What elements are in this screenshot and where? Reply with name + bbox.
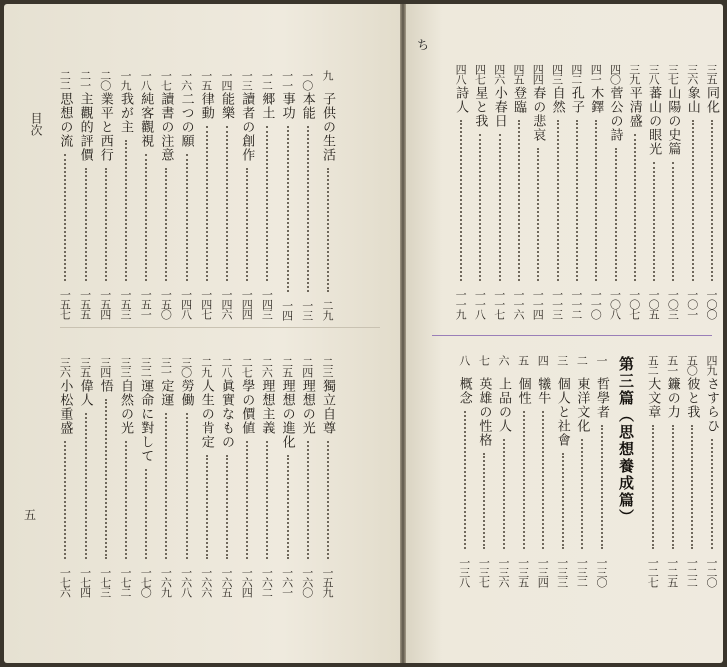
entry-title: 郷土 [259,92,275,120]
entry-number: 一 [595,355,608,365]
entry-title: 理想の光 [299,379,315,435]
leader-dots [711,439,713,549]
entry-title: 個人と社會 [554,377,570,447]
entry-page-number: 一三五 [516,557,530,587]
entry-title: さすらひ [704,377,719,433]
leader-dots [307,441,309,559]
entry-number: 一六 [179,70,193,90]
book-gutter [400,4,406,663]
toc-entry [592,355,612,590]
leader-dots [483,453,485,549]
leader-dots [64,441,66,559]
entry-title: 犧牛 [535,377,551,405]
entry-page-number: 一五五 [78,289,92,319]
toc-entry [237,70,257,322]
entry-number: 三九 [627,64,641,84]
leader-dots [145,154,147,281]
entry-page-number: 一四 [280,300,294,320]
entry-title: 子供の生活 [320,92,335,162]
entry-number: 三三 [119,357,132,377]
entry-page-number: 一三三 [555,557,569,587]
toc-entry [257,357,277,600]
entry-page-number: 一〇一 [685,289,699,319]
toc-entry [586,64,606,322]
entry-number: 三二 [139,357,153,377]
toc-entry [136,70,156,322]
entry-page-number: 一七六 [58,567,72,597]
leader-dots [206,455,208,559]
toc-entry [318,357,338,600]
entry-number: 四〇 [608,64,622,84]
toc-entry [55,70,75,322]
entry-number: 二五 [280,357,294,377]
entry-page-number: 一一四 [531,289,545,319]
toc-entry [197,70,217,322]
leader-dots [652,425,654,549]
leader-dots [145,469,147,559]
leader-dots [581,439,583,549]
toc-entry [494,355,514,590]
entry-number: 二八 [220,357,233,377]
entry-page-number: 一三二 [575,557,589,587]
entry-title: 主觀的評價 [77,92,93,162]
toc-entry [177,70,197,322]
leader-dots [595,120,597,281]
leader-dots [557,120,559,281]
leader-dots [672,162,674,281]
entry-page-number: 一四八 [179,289,193,319]
entry-number: 四四 [531,64,545,84]
toc-entry [702,64,722,322]
toc-entry [528,64,548,322]
entry-page-number: 一四四 [240,289,254,319]
entry-page-number: 一二〇 [705,557,718,587]
toc-entry [514,355,534,590]
entry-number: 一九 [119,70,132,90]
leader-dots [691,425,693,549]
entry-title: 理想の進化 [279,379,295,449]
toc-entry [553,355,573,590]
entry-page-number: 一五三 [119,289,132,319]
entry-page-number: 一五一 [139,289,153,319]
toc-entry [177,357,197,600]
entry-page-number: 一六五 [220,567,233,597]
entry-title: 人生の肯定 [198,379,214,449]
entry-number: 三四 [98,357,112,377]
entry-number: 二九 [199,357,213,377]
entry-number: 三五 [78,357,92,377]
entry-title: 東洋文化 [574,377,590,433]
leader-dots [246,441,248,559]
entry-title: 蕃山の眼光 [646,86,662,156]
leader-dots [601,425,603,549]
leader-dots [615,148,617,281]
toc-entry [96,70,116,322]
entry-title: 眞實なもの [219,379,234,449]
leader-dots [186,154,188,281]
entry-number: 二三 [321,357,334,377]
toc-entry [278,70,298,322]
entry-number: 四五 [512,64,525,84]
entry-number: 一五 [199,70,213,90]
entry-title: 上品の人 [496,377,511,433]
entry-title: 詩人 [453,86,469,114]
entry-number: 一二 [260,70,274,90]
entry-page-number: 一〇八 [608,289,622,319]
entry-number: 一四 [220,70,233,90]
entry-page-number: 一二七 [646,557,660,587]
entry-title: 讀者の創作 [239,92,255,162]
entry-title: 彼と我 [684,377,700,419]
entry-title: 定運 [158,379,174,407]
left-divider [60,327,380,328]
entry-number: 二二 [58,70,72,90]
page-number: 五 [24,508,37,522]
leader-dots [460,120,462,281]
entry-title: 思想の流 [57,92,73,148]
entry-page-number: 一〇三 [666,289,680,319]
leader-dots [206,126,208,281]
entry-number: 一七 [159,70,173,90]
toc-entry [683,64,703,322]
entry-number: 二一 [78,70,92,90]
entry-title: 小松重盛 [57,379,73,435]
leader-dots [479,134,481,281]
entry-page-number: 一一八 [473,289,487,319]
leader-dots [165,168,167,281]
entry-page-number: 一三八 [457,557,471,587]
entry-number: 四二 [569,64,583,84]
entry-title: 悟 [97,379,113,393]
entry-title: 偉人 [77,379,93,407]
toc-entry [156,70,176,322]
toc-entry [663,355,683,590]
toc-entry [533,355,553,590]
toc-entry [55,357,75,600]
entry-page-number: 一二二 [685,557,699,587]
entry-number: 六 [497,355,510,365]
entry-title: 能樂 [219,92,234,120]
entry-number: 九 [321,70,334,80]
leader-dots [85,413,87,559]
entry-number: 四九 [705,355,718,375]
entry-number: 五二 [646,355,660,375]
toc-entry [548,64,568,322]
toc-entry [625,64,645,322]
toc-entry [567,64,587,322]
leader-dots [327,168,329,292]
entry-page-number: 一六一 [280,567,294,597]
toc-entry [217,357,237,600]
leader-dots [518,120,520,281]
entry-number: 三六 [58,357,72,377]
toc-entry [298,357,318,600]
leader-dots [653,162,655,281]
entry-title: 同化 [704,86,719,114]
entry-number: 八 [457,355,471,365]
entry-number: 四 [536,355,550,365]
entry-number: 二〇 [98,70,112,90]
entry-page-number: 一一〇 [589,289,603,319]
entry-page-number: 一一三 [550,289,564,319]
entry-page-number: 一五七 [58,289,72,319]
toc-entry [644,64,664,322]
leader-dots [327,441,329,559]
entry-title: 獨立自尊 [320,379,335,435]
entry-number: 二七 [240,357,254,377]
entry-title: 鐮の力 [664,377,680,419]
entry-number: 四八 [454,64,468,84]
entry-title: 登臨 [511,86,526,114]
leader-dots [186,413,188,559]
leader-dots [464,411,466,549]
entry-number: 三八 [647,64,661,84]
leader-dots [287,126,289,292]
entry-page-number: 一四六 [220,289,233,319]
entry-title: 平清盛 [626,86,642,128]
leader-dots [499,134,501,281]
leader-dots [542,411,544,549]
entry-number: 一八 [139,70,153,90]
entry-title: 哲學者 [594,377,609,419]
leader-dots [165,413,167,559]
entry-number: 一一 [280,70,294,90]
entry-page-number: 一六六 [199,567,213,597]
entry-title: 純客觀視 [138,92,154,148]
entry-page-number: 一一二 [569,289,583,319]
entry-number: 二六 [260,357,274,377]
leader-dots [537,148,539,281]
entry-title: 業平と西行 [97,92,113,162]
toc-entry [470,64,490,322]
entry-title: 個性 [515,377,531,405]
entry-page-number: 一一七 [492,289,506,319]
entry-title: 事功 [279,92,295,120]
toc-entry [217,70,237,322]
toc-entry [76,70,96,322]
leader-dots [287,455,289,559]
toc-entry [257,70,277,322]
entry-number: 三五 [705,64,718,84]
entry-title: 我が主 [118,92,133,134]
entry-page-number: 一六〇 [300,567,314,597]
leader-dots [85,168,87,281]
toc-entry [197,357,217,600]
leader-dots [226,126,228,281]
leader-dots [711,120,713,281]
leader-dots [226,455,228,559]
entry-title: 本能 [299,92,315,120]
leader-dots [523,411,525,549]
entry-page-number: 一六八 [179,567,193,597]
entry-page-number: 二九 [321,300,334,320]
entry-page-number: 一三〇 [595,557,608,587]
leader-dots [562,453,564,549]
toc-entry [136,357,156,600]
entry-page-number: 一五四 [98,289,112,319]
leader-dots [105,168,107,281]
entry-number: 一〇 [300,70,314,90]
entry-title: 孔子 [568,86,584,114]
leader-dots [672,425,674,549]
toc-entry [298,70,318,322]
entry-number: 三〇 [179,357,193,377]
toc-entry [116,70,136,322]
entry-title: 木鐸 [588,86,604,114]
entry-page-number: 一三四 [536,557,550,587]
leader-dots [64,154,66,281]
leader-dots [105,399,107,559]
mokuji-header: 目次 [29,112,43,136]
leader-dots [266,441,268,559]
entry-number: 三六 [685,64,699,84]
toc-entry [490,64,510,322]
leader-dots [125,140,127,281]
toc-entry [318,70,338,322]
toc-entry [96,357,116,600]
entry-page-number: 一四七 [199,289,213,319]
entry-number: 三一 [159,357,173,377]
toc-entry [643,355,663,590]
leader-dots [634,134,636,281]
entry-page-number: 一五〇 [159,289,173,319]
entry-number: 四三 [550,64,564,84]
toc-entry [455,355,475,590]
entry-title: 春の悲哀 [530,86,546,142]
toc-entry [116,357,136,600]
entry-title: 運命に對して [138,379,154,463]
entry-page-number: 一四三 [260,289,274,319]
leader-dots [503,439,505,549]
entry-page-number: 一七〇 [139,567,153,597]
entry-number: 二 [575,355,589,365]
leader-dots [307,126,309,292]
entry-number: 四六 [492,64,506,84]
toc-entry [474,355,494,590]
entry-page-number: 一五九 [321,567,334,597]
toc-entry [702,355,722,590]
entry-page-number: 一一六 [512,289,525,319]
entry-page-number: 一六四 [240,567,254,597]
entry-page-number: 一〇五 [647,289,661,319]
entry-page-number: 一〇七 [627,289,641,319]
margin-mark: ち [417,38,430,52]
entry-title: 概念 [456,377,472,405]
entry-title: 小春日 [491,86,507,128]
toc-entry [156,357,176,600]
entry-title: 英雄の性格 [476,377,492,447]
entry-page-number: 一三七 [477,557,491,587]
entry-page-number: 一七四 [78,567,92,597]
toc-entry [572,355,592,590]
toc-entry [509,64,529,322]
leader-dots [266,126,268,281]
leader-dots [692,120,694,281]
toc-entry [682,355,702,590]
entry-page-number: 一六二 [260,567,274,597]
entry-title: 二つの願 [178,92,194,148]
entry-title: 星と我 [472,86,488,128]
entry-title: 象山 [684,86,700,114]
entry-number: 七 [477,355,491,365]
entry-number: 五 [516,355,530,365]
entry-title: 自然 [549,86,565,114]
entry-page-number: 一〇〇 [705,289,718,319]
entry-page-number: 一七三 [98,567,112,597]
entry-title: 山陽の史篇 [665,86,681,156]
toc-entry [237,357,257,600]
entry-title: 大文章 [645,377,661,419]
entry-page-number: 一三 [300,300,314,320]
right-divider [432,335,712,336]
entry-title: 理想主義 [259,379,275,435]
entry-number: 三 [555,355,569,365]
entry-title: 自然の光 [118,379,133,435]
entry-number: 二四 [300,357,314,377]
entry-number: 五〇 [685,355,699,375]
leader-dots [246,168,248,281]
entry-number: 三七 [666,64,680,84]
toc-entry [663,64,683,322]
leader-dots [125,441,127,559]
entry-number: 四一 [589,64,603,84]
toc-entry [451,64,471,322]
entry-number: 一三 [240,70,254,90]
entry-page-number: 一一九 [454,289,468,319]
entry-number: 五一 [665,355,679,375]
entry-title: 學の價値 [239,379,255,435]
entry-title: 律動 [198,92,214,120]
entry-page-number: 一三六 [497,557,510,587]
entry-page-number: 一二五 [665,557,679,587]
toc-entry [76,357,96,600]
section-title-3: 第三篇（思想養成篇） [617,356,635,526]
entry-title: 菅公の詩 [607,86,623,142]
entry-page-number: 一六九 [159,567,173,597]
toc-entry [606,64,626,322]
entry-title: 勞働 [178,379,194,407]
entry-page-number: 一七二 [119,567,132,597]
toc-entry [278,357,298,600]
leader-dots [576,120,578,281]
entry-title: 讀書の注意 [158,92,174,162]
entry-number: 四七 [473,64,487,84]
